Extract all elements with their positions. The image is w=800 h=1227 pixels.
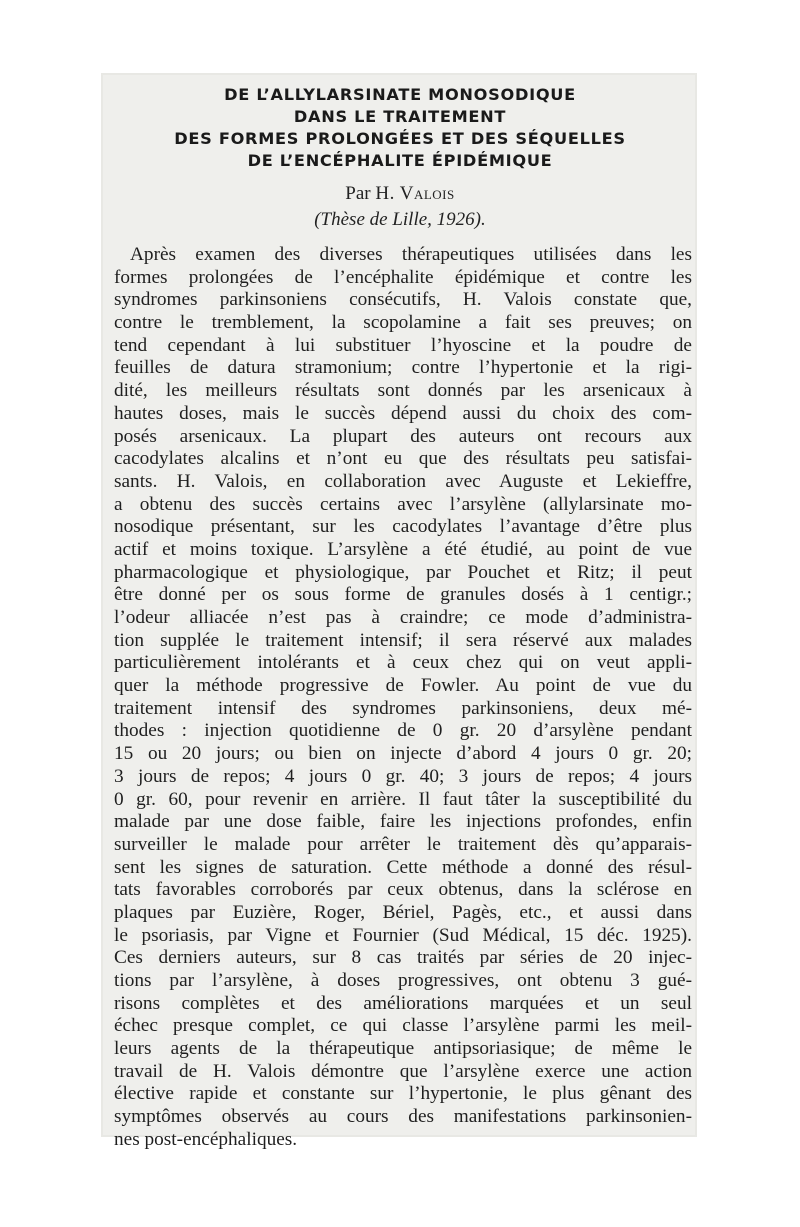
body-line: malade par une dose faible, faire les injections profondes, enfin [114,811,692,833]
body-line: risons complètes et des améliorations marquées et un seul [114,992,692,1014]
body-line: tend cependant à lui substituer l’hyoscine et la poudre de [114,334,692,356]
body-line: traitement intensif des syndromes parkinsoniens, deux mé- [114,697,692,719]
body-line: surveiller le malade pour arrêter le traitement dès qu’apparais- [114,833,692,855]
body-line: 3 jours de repos; 4 jours 0 gr. 40; 3 jours de repos; 4 jours [114,765,692,787]
body-line: le psoriasis, par Vigne et Fournier (Sud Médical, 15 déc. 1925). [114,924,692,946]
title-line: DE L’ENCÉPHALITE ÉPIDÉMIQUE [247,151,553,170]
body-line: échec presque complet, ce qui classe l’arsylène parmi les meil- [114,1015,692,1037]
body-line: syndromes parkinsoniens consécutifs, H. Valois constate que, [114,289,692,311]
title-line: DE L’ALLYLARSINATE MONOSODIQUE [224,85,576,104]
body-line: nosodique présentant, sur les cacodylates l’avantage d’être plus [114,516,692,538]
body-line: particulièrement intolérants et à ceux chez qui on veut appli- [114,652,692,674]
body-line: élective rapide et constante sur l’hypertonie, le plus gênant des [114,1083,692,1105]
body-line: a obtenu des succès certains avec l’arsylène (allylarsinate mo- [114,493,692,515]
body-line: l’odeur alliacée n’est pas à craindre; ce mode d’administra- [114,607,692,628]
body-line: Après examen des diverses thérapeutiques utilisées dans les [130,244,692,265]
body-line: symptômes observés au cours des manifestations parkinsonien- [114,1106,692,1128]
body-line: quer la méthode progressive de Fowler. Au point de vue du [114,675,692,697]
body-line: feuilles de datura stramonium; contre l’hypertonie et la rigi- [114,357,692,379]
body-line: dité, les meilleurs résultats sont donnés par les arsenicaux à [114,380,692,402]
body-line: sants. H. Valois, en collaboration avec Auguste et Lekieffre, [114,470,692,492]
body-line: sent les signes de saturation. Cette méthode a donné des résul- [114,856,692,878]
article-body [114,244,692,1152]
body-line: actif et moins toxique. L’arsylène a été étudié, au point de vue [114,538,692,560]
body-line: leurs agents de la thérapeutique antipsoriasique; de même le [114,1038,692,1060]
body-line: tion supplée le traitement intensif; il sera réservé aux malades [114,629,692,651]
body-line: être donné per os sous forme de granules dosés à 1 centigr.; [114,584,692,606]
body-line: thodes : injection quotidienne de 0 gr. 20 d’arsylène pendant [114,720,692,742]
body-line: contre le tremblement, la scopolamine a fait ses preuves; on [114,312,692,334]
byline-prefix: Par [345,183,371,204]
title-line: DANS LE TRAITEMENT [293,107,507,126]
body-line: tions par l’arsylène, à doses progressives, ont obtenu 3 gué- [114,970,692,991]
body-line: travail de H. Valois démontre que l’arsylène exerce une action [114,1060,692,1082]
title-line: DES FORMES PROLONGÉES ET DES SÉQUELLES [174,129,626,148]
body-line: pharmacologique et physiologique, par Pouchet et Ritz; il peut [114,561,692,583]
body-line: formes prolongées de l’encéphalite épidémique et contre les [114,266,692,288]
body-line: hautes doses, mais le succès dépend aussi du choix des com- [114,402,692,424]
body-line: nes post-encéphaliques. [114,1128,298,1150]
body-line: plaques par Euzière, Roger, Bériel, Pagès, etc., et aussi dans [114,901,692,923]
thesis-citation: (Thèse de Lille, 1926). [314,209,486,230]
body-line: Ces derniers auteurs, sur 8 cas traités par séries de 20 injec- [114,947,692,969]
body-line: tats favorables corroborés par ceux obtenus, dans la sclérose en [114,879,692,901]
body-line: cacodylates alcalins et n’ont eu que des résultats peu satisfai- [114,448,692,470]
article-title [108,84,692,172]
body-line: posés arsenicaux. La plupart des auteurs ont recours aux [114,425,692,447]
author-name: H. Valois [375,183,455,204]
body-line: 15 ou 20 jours; ou bien on injecte d’abord 4 jours 0 gr. 20; [114,743,692,765]
body-line: 0 gr. 60, pour revenir en arrière. Il faut tâter la susceptibilité du [114,788,692,810]
author-byline [108,183,692,205]
